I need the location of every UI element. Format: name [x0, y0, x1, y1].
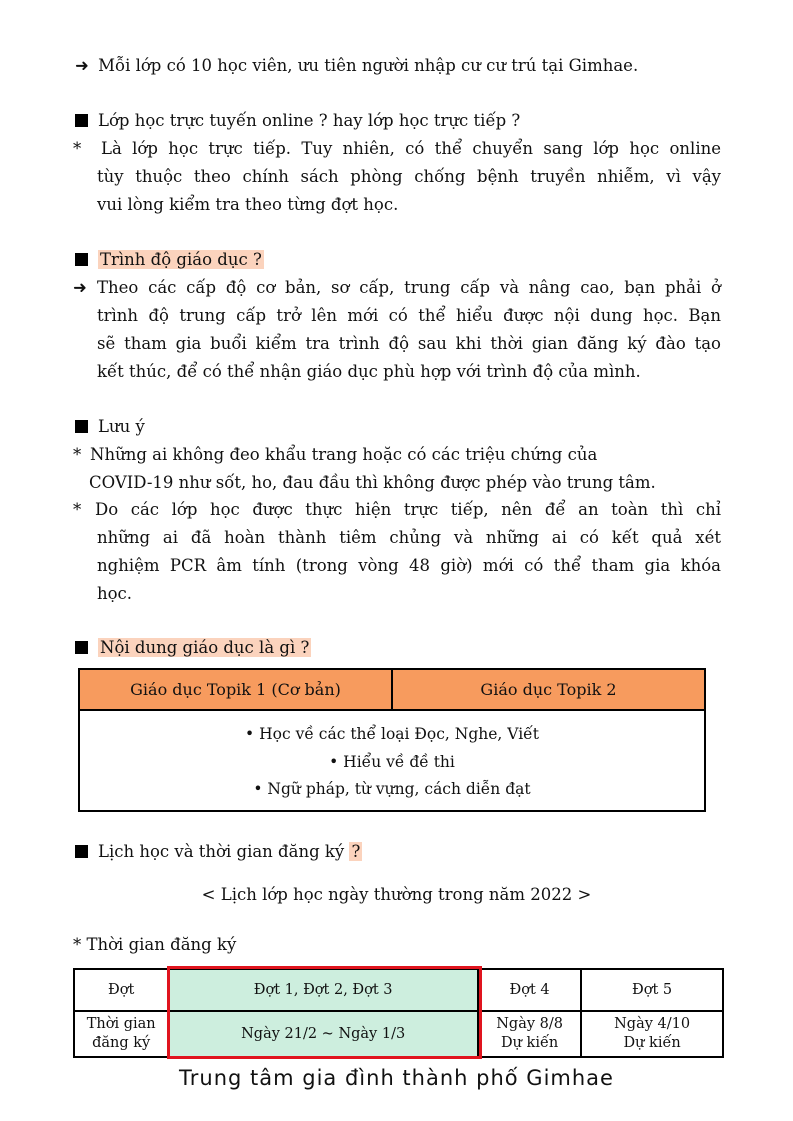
topik2-header: Giáo dục Topik 2 [392, 669, 705, 710]
arrow-icon: ➜ [73, 278, 87, 297]
online-heading [75, 111, 520, 131]
square-bullet-icon [75, 845, 88, 858]
level-title: Trình độ giáo dục ? [100, 250, 262, 269]
note-item2-line-4: học. [97, 584, 133, 603]
footer-title: Trung tâm gia đình thành phố Gimhae [179, 1066, 614, 1090]
square-bullet-icon [75, 641, 88, 654]
asterisk-bullet-icon: * [73, 139, 82, 158]
content-item: • Hiểu về đề thi [329, 752, 455, 771]
intro-line [75, 56, 638, 76]
note-item2-line-1: Do các lớp học được thực hiện trực tiếp, nên để an toàn thì chỉ [95, 500, 721, 519]
note-item2-line-3: nghiệm PCR âm tính (trong vòng 48 giờ) mới có thể tham gia khóa [97, 556, 721, 575]
asterisk-bullet-icon: * [73, 445, 82, 464]
schedule-title-mark: ? [351, 842, 361, 861]
square-bullet-icon [75, 420, 88, 433]
schedule-heading [75, 842, 362, 862]
note-heading [75, 417, 145, 437]
note-item1-line-2: COVID-19 như sốt, ho, đau đầu thì không được phép vào trung tâm. [89, 473, 656, 492]
online-line-1: Là lớp học trực tiếp. Tuy nhiên, có thể chuyển sang lớp học online [101, 139, 721, 158]
schedule-subtitle: < Lịch lớp học ngày thường trong năm 2022 > [201, 885, 592, 904]
round-header: Đợt [74, 969, 168, 1011]
online-line-2: tùy thuộc theo chính sách phòng chống bệnh truyền nhiễm, vì vậy [97, 167, 721, 186]
highlight-red-box [167, 966, 482, 1059]
round-4-date: Ngày 8/8 Dự kiến [478, 1011, 581, 1057]
content-item: • Ngữ pháp, từ vựng, cách diễn đạt [253, 780, 531, 798]
online-line-3: vui lòng kiểm tra theo từng đợt học. [97, 195, 399, 214]
online-title: Lớp học trực tuyến online ? hay lớp học trực tiếp ? [98, 111, 521, 130]
content-heading [75, 638, 311, 658]
intro-text: Mỗi lớp có 10 học viên, ưu tiên người nhập cư cư trú tại Gimhae. [98, 56, 639, 75]
square-bullet-icon [75, 114, 88, 127]
level-line-3: sẽ tham gia buổi kiểm tra trình độ sau khi thời gian đăng ký đào tạo [97, 334, 721, 353]
level-line-1: Theo các cấp độ cơ bản, sơ cấp, trung cấp và nâng cao, bạn phải ở [97, 278, 721, 297]
round-1-2-3-header: Đợt 1, Đợt 2, Đợt 3 [168, 969, 478, 1011]
note-title: Lưu ý [98, 417, 145, 436]
asterisk-bullet-icon: * [73, 500, 82, 519]
topik1-header: Giáo dục Topik 1 (Cơ bản) [79, 669, 392, 710]
round-1-2-3-date: Ngày 21/2 ~ Ngày 1/3 [168, 1011, 478, 1057]
round-5-date: Ngày 4/10 Dự kiến [581, 1011, 723, 1057]
note-item1-line-1: Những ai không đeo khẩu trang hoặc có các triệu chứng của [90, 445, 598, 464]
level-heading [75, 250, 264, 270]
note-item2-line-2: những ai đã hoàn thành tiêm chủng và những ai có kết quả xét [97, 528, 721, 547]
level-line-2: trình độ trung cấp trở lên mới có thể hiểu được nội dung học. Bạn [97, 306, 721, 325]
content-items-cell [79, 710, 705, 811]
round-5-header: Đợt 5 [581, 969, 723, 1011]
round-4-header: Đợt 4 [478, 969, 581, 1011]
registration-label: * Thời gian đăng ký [73, 935, 237, 954]
registration-period-label: Thời gian đăng ký [74, 1011, 168, 1057]
level-line-4: kết thúc, để có thể nhận giáo dục phù hợp với trình độ của mình. [97, 362, 641, 381]
content-title: Nội dung giáo dục là gì ? [100, 638, 310, 657]
schedule-title: Lịch học và thời gian đăng ký [98, 842, 345, 861]
content-item: • Học về các thể loại Đọc, Nghe, Viết [245, 725, 539, 743]
arrow-icon: ➜ [75, 56, 89, 75]
square-bullet-icon [75, 253, 88, 266]
education-content-table [78, 668, 706, 812]
